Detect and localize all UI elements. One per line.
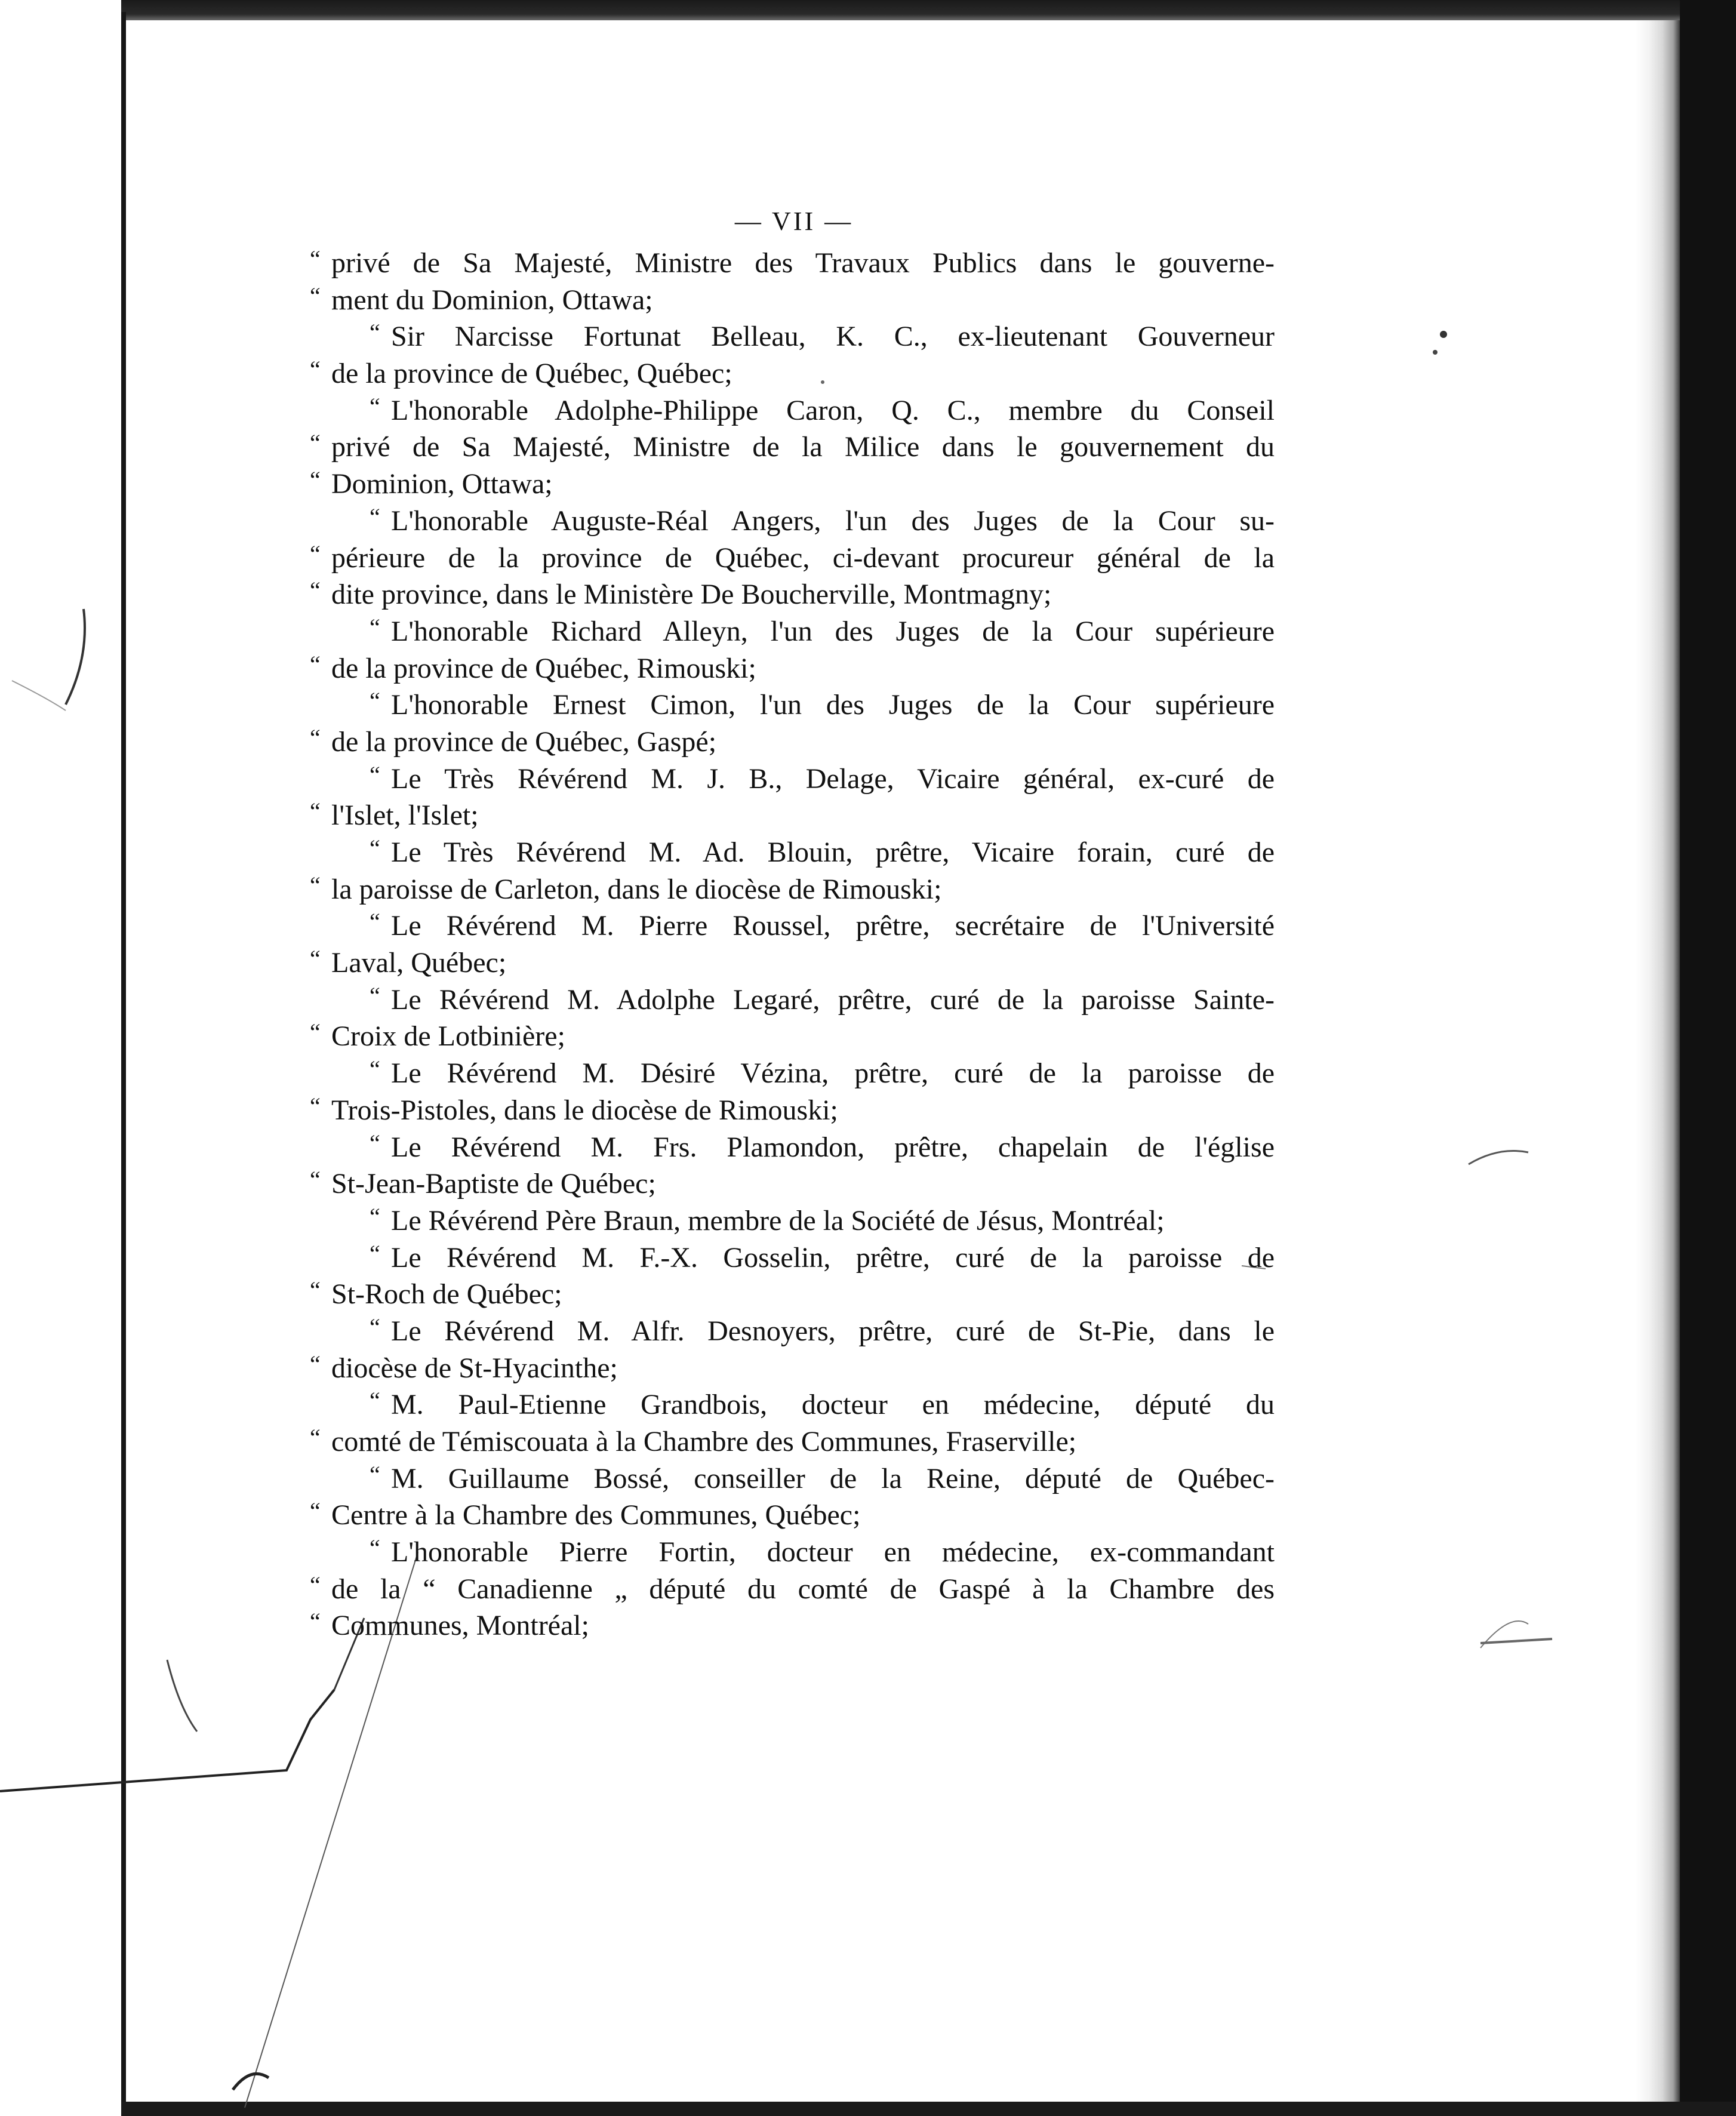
- entry-line: [310, 1092, 1275, 1129]
- list-entry: [310, 982, 1275, 1055]
- quote-mark: “: [370, 1460, 380, 1488]
- quote-mark: “: [370, 1313, 380, 1340]
- list-entry: [310, 1129, 1275, 1202]
- list-entry: [310, 1386, 1275, 1460]
- list-entry: [331, 1202, 1275, 1240]
- entry-line: [331, 1460, 1275, 1497]
- entry-line: [331, 1129, 1275, 1166]
- entry-line: [331, 1202, 1275, 1240]
- quote-mark: “: [370, 503, 380, 530]
- quote-mark: “: [310, 1166, 321, 1194]
- entry-line: [310, 576, 1275, 613]
- quote-mark: “: [310, 1608, 321, 1635]
- entry-line: [331, 1055, 1275, 1092]
- entry-line: [331, 392, 1275, 429]
- entry-line: [331, 613, 1275, 650]
- entry-line: [310, 1607, 1275, 1644]
- entry-line: [331, 1313, 1275, 1350]
- entry-line: [310, 871, 1275, 908]
- entry-line: [310, 282, 1275, 319]
- entry-line: [331, 1240, 1275, 1277]
- quote-mark: “: [310, 1571, 321, 1598]
- list-entry: [310, 613, 1275, 687]
- quote-mark: “: [310, 1424, 321, 1451]
- entry-line-text: M. Guillaume Bossé, conseiller de la Reine, député de Québec-: [391, 1462, 1275, 1494]
- list-entry: [310, 908, 1275, 981]
- entry-line: [331, 1386, 1275, 1423]
- quote-mark: “: [310, 1350, 321, 1377]
- entry-line: [331, 908, 1275, 945]
- entry-line-text: de la province de Québec, Québec;: [331, 358, 732, 390]
- list-entry: [310, 687, 1275, 760]
- entry-line-text: Communes, Montréal;: [331, 1610, 589, 1642]
- entry-line-text: privé de Sa Majesté, Ministre de la Milice dans le gouvernement du: [331, 431, 1275, 463]
- quote-mark: “: [310, 650, 321, 678]
- entry-line: [331, 982, 1275, 1019]
- quote-mark: “: [310, 466, 321, 494]
- quote-mark: “: [370, 761, 380, 788]
- quote-mark: “: [370, 1202, 380, 1230]
- entry-line-text: L'honorable Adolphe-Philippe Caron, Q. C., membre du Conseil: [391, 394, 1275, 426]
- entry-line-text: Le Révérend M. Alfr. Desnoyers, prêtre, curé de St-Pie, dans le: [391, 1315, 1275, 1347]
- quote-mark: “: [370, 319, 380, 346]
- entry-line: [310, 1018, 1275, 1055]
- entry-line-text: la paroisse de Carleton, dans le diocèse de Rimouski;: [331, 873, 942, 905]
- body-text: [310, 245, 1275, 1644]
- entry-line: [310, 466, 1275, 503]
- quote-mark: “: [370, 392, 380, 420]
- entry-line-text: Le Très Révérend M. Ad. Blouin, prêtre, Vicaire forain, curé de: [391, 836, 1275, 868]
- entry-line: [331, 318, 1275, 355]
- list-entry: [310, 318, 1275, 392]
- entry-line-text: Croix de Lotbinière;: [331, 1020, 565, 1053]
- entry-line-text: l'Islet, l'Islet;: [331, 799, 479, 832]
- entry-line-text: diocèse de St-Hyacinthe;: [331, 1352, 618, 1384]
- entry-line-text: de la province de Québec, Gaspé;: [331, 725, 717, 758]
- entry-line: [310, 1497, 1275, 1534]
- entry-line-text: Le Révérend M. Frs. Plamondon, prêtre, chapelain de l'église: [391, 1131, 1275, 1163]
- entry-line-text: Sir Narcisse Fortunat Belleau, K. C., ex-lieutenant Gouverneur: [391, 321, 1275, 353]
- entry-line: [310, 724, 1275, 761]
- quote-mark: “: [310, 540, 321, 567]
- quote-mark: “: [310, 429, 321, 457]
- list-entry: [310, 392, 1275, 503]
- entry-line: [310, 945, 1275, 982]
- list-entry: [310, 1240, 1275, 1313]
- quote-mark: “: [310, 577, 321, 604]
- entry-line: [310, 245, 1275, 282]
- quote-mark: “: [370, 835, 380, 862]
- quote-mark: “: [370, 613, 380, 641]
- entry-line-text: Trois-Pistoles, dans le diocèse de Rimouski;: [331, 1094, 838, 1126]
- list-entry: [310, 834, 1275, 908]
- quote-mark: “: [310, 1092, 321, 1119]
- entry-line-text: St-Roch de Québec;: [331, 1278, 562, 1311]
- entry-line: [331, 503, 1275, 540]
- entry-line: [310, 355, 1275, 392]
- entry-line-text: Laval, Québec;: [331, 947, 507, 979]
- entry-line-text: privé de Sa Majesté, Ministre des Travaux Publics dans le gouverne-: [331, 247, 1275, 279]
- entry-line: [310, 650, 1275, 687]
- quote-mark: “: [310, 282, 321, 309]
- list-entry: [310, 1534, 1275, 1644]
- quote-mark: “: [370, 1534, 380, 1562]
- quote-mark: “: [310, 245, 321, 272]
- entry-line-text: Le Révérend Père Braun, membre de la Société de Jésus, Montréal;: [391, 1204, 1165, 1237]
- entry-line-text: dite province, dans le Ministère De Boucherville, Montmagny;: [331, 579, 1052, 611]
- entry-line-text: Le Révérend M. Adolphe Legaré, prêtre, curé de la paroisse Sainte-: [391, 983, 1275, 1016]
- quote-mark: “: [370, 982, 380, 1009]
- entry-line: [310, 1350, 1275, 1387]
- entry-line: [310, 1571, 1275, 1608]
- entry-line-text: périeure de la province de Québec, ci-devant procureur général de la: [331, 542, 1275, 574]
- entry-line: [331, 1534, 1275, 1571]
- entry-line-text: Le Révérend M. Pierre Roussel, prêtre, secrétaire de l'Université: [391, 910, 1275, 942]
- quote-mark: “: [310, 871, 321, 899]
- list-entry: [310, 1460, 1275, 1534]
- entry-line-text: ment du Dominion, Ottawa;: [331, 284, 653, 316]
- list-entry: [310, 761, 1275, 834]
- entry-line-text: comté de Témiscouata à la Chambre des Communes, Fraserville;: [331, 1426, 1077, 1457]
- entry-line-text: L'honorable Auguste-Réal Angers, l'un des Juges de la Cour su-: [391, 505, 1275, 537]
- entry-line-text: Centre à la Chambre des Communes, Québec;: [331, 1499, 861, 1531]
- entry-line: [331, 687, 1275, 724]
- entry-line: [331, 834, 1275, 871]
- quote-mark: “: [370, 1056, 380, 1083]
- entry-line-text: Le Révérend M. Désiré Vézina, prêtre, curé de la paroisse de: [391, 1057, 1275, 1090]
- quote-mark: “: [310, 356, 321, 383]
- entry-line-text: Le Révérend M. F.-X. Gosselin, prêtre, curé de la paroisse de: [391, 1241, 1275, 1274]
- quote-mark: “: [370, 908, 380, 936]
- entry-line: [310, 1276, 1275, 1313]
- quote-mark: “: [310, 945, 321, 973]
- quote-mark: “: [310, 724, 321, 751]
- list-entry: [310, 245, 1275, 318]
- entry-line: [310, 429, 1275, 466]
- entry-line: [310, 797, 1275, 834]
- entry-line: [310, 540, 1275, 577]
- entry-line-text: M. Paul-Etienne Grandbois, docteur en médecine, député du: [391, 1389, 1275, 1421]
- list-entry: [310, 1055, 1275, 1128]
- quote-mark: “: [310, 1497, 321, 1525]
- entry-line-text: L'honorable Pierre Fortin, docteur en médecine, ex-commandant: [391, 1536, 1275, 1568]
- entry-line-text: de la “ Canadienne „ député du comté de Gaspé à la Chambre des: [331, 1573, 1275, 1605]
- quote-mark: “: [370, 1387, 380, 1414]
- quote-mark: “: [370, 1240, 380, 1267]
- quote-mark: “: [310, 798, 321, 825]
- entry-line-text: L'honorable Ernest Cimon, l'un des Juges de la Cour supérieure: [391, 689, 1275, 721]
- entry-line-text: Dominion, Ottawa;: [331, 468, 553, 500]
- quote-mark: “: [370, 1129, 380, 1157]
- entry-line: [310, 1423, 1275, 1460]
- quote-mark: “: [310, 1277, 321, 1304]
- entry-line: [331, 761, 1275, 798]
- list-entry: [310, 1313, 1275, 1386]
- entry-line-text: de la province de Québec, Rimouski;: [331, 652, 756, 684]
- page-number: — VII —: [734, 207, 854, 236]
- quote-mark: “: [310, 1019, 321, 1046]
- quote-mark: “: [370, 687, 380, 715]
- entry-line-text: St-Jean-Baptiste de Québec;: [331, 1168, 656, 1200]
- entry-line: [310, 1165, 1275, 1202]
- entry-line-text: L'honorable Richard Alleyn, l'un des Juges de la Cour supérieure: [391, 615, 1275, 647]
- entry-line-text: Le Très Révérend M. J. B., Delage, Vicaire général, ex-curé de: [391, 762, 1275, 795]
- list-entry: [310, 503, 1275, 613]
